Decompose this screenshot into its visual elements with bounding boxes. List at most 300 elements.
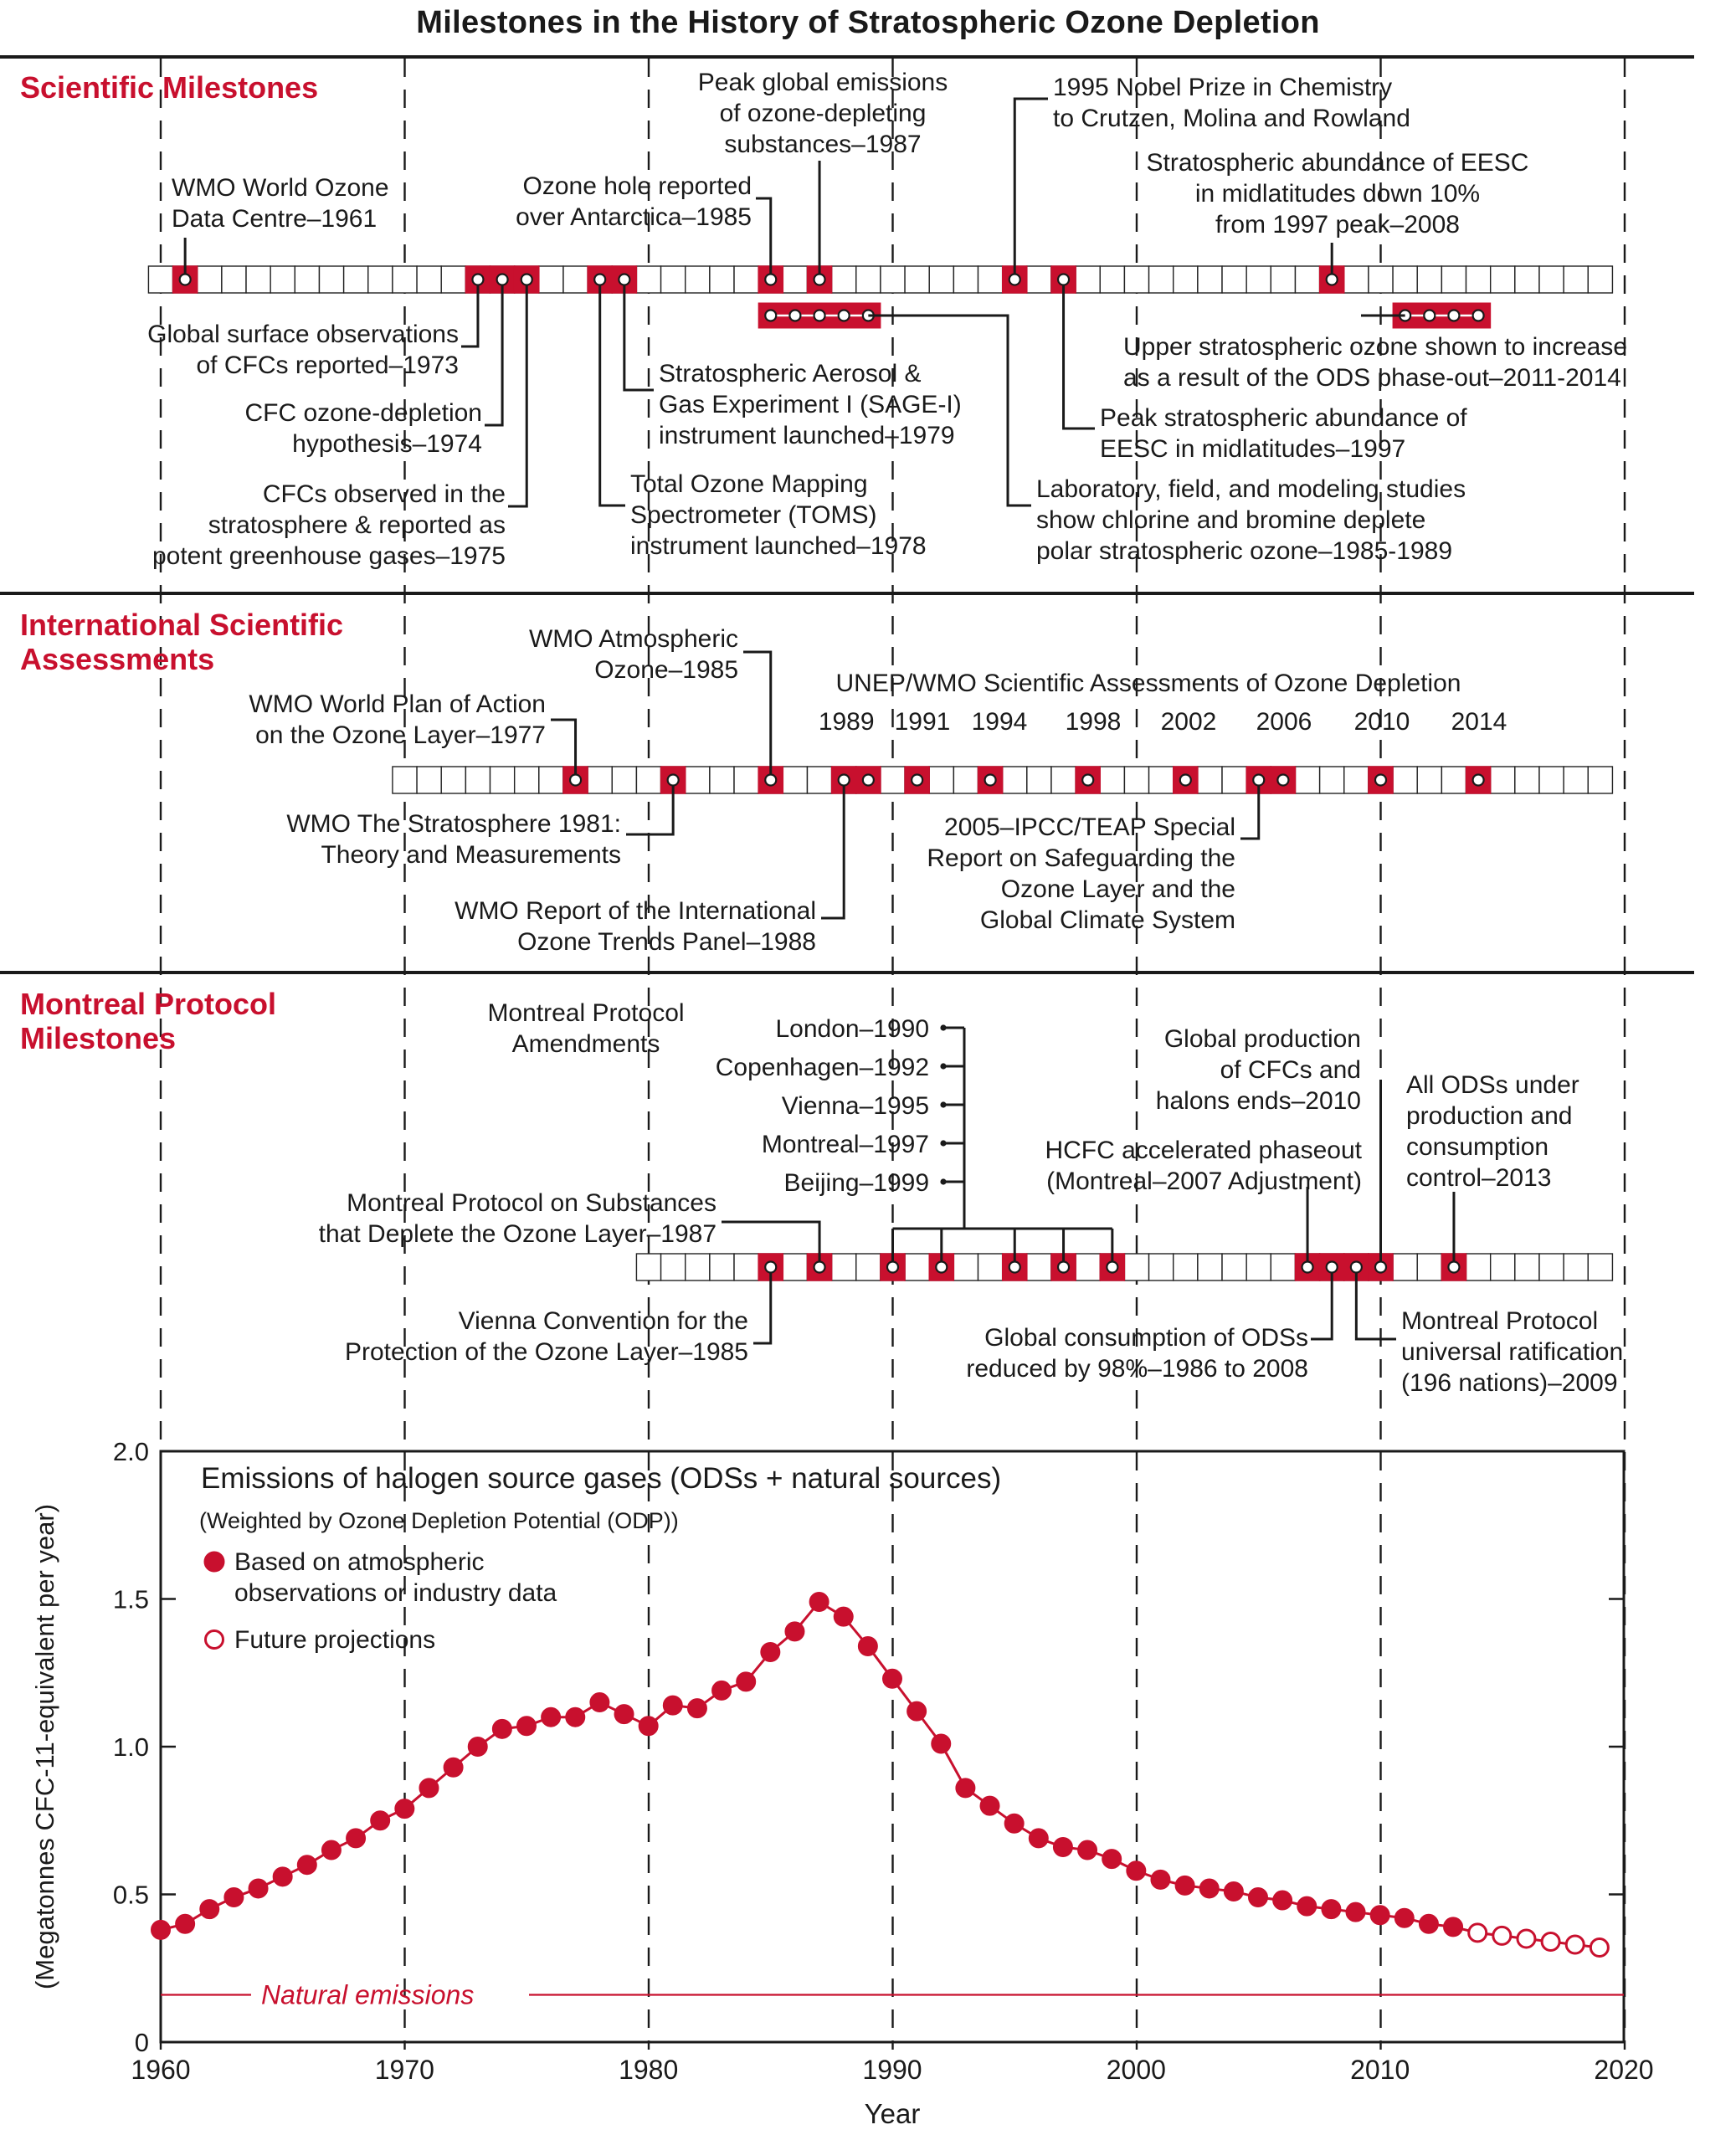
data-point: [177, 1915, 194, 1932]
unep-year-label: 2006: [1256, 708, 1312, 736]
data-point: [1298, 1897, 1316, 1915]
timeline-cell: [978, 266, 1003, 293]
marker-dot: [765, 775, 776, 786]
marker-dot: [814, 275, 825, 285]
milestone-label-1973-line: of CFCs reported–1973: [196, 352, 459, 379]
marker-dot: [1082, 775, 1093, 786]
milestone-label-2008-line: Stratospheric abundance of EESC: [1146, 149, 1529, 177]
data-point: [1225, 1882, 1242, 1900]
marker-dot: [887, 1262, 898, 1273]
unep-year-label: 1994: [971, 708, 1028, 736]
timeline-cell: [1515, 767, 1539, 793]
timeline-cell: [929, 767, 953, 793]
timeline-cell: [1174, 266, 1198, 293]
milestone-label-1973: [147, 319, 459, 381]
milestone-label-1978: [630, 469, 927, 562]
montreal-label-2010-line: of CFCs and: [1220, 1056, 1361, 1084]
milestone-label-2011-2014: [1123, 331, 1627, 393]
timeline-cell: [1271, 1254, 1295, 1280]
montreal-label-2013-line: All ODSs under: [1406, 1071, 1579, 1099]
assessment-label-1985-line: Ozone–1985: [594, 656, 738, 684]
assessment-label-1981-line: WMO The Stratosphere 1981:: [286, 810, 621, 838]
timeline-cell: [636, 1254, 660, 1280]
timeline-cell: [465, 767, 490, 793]
leader-line: [743, 652, 771, 780]
timeline-cell: [1564, 266, 1588, 293]
timeline-cell: [929, 266, 953, 293]
data-point: [1127, 1862, 1145, 1880]
assessment-label-2005-line: Global Climate System: [979, 906, 1235, 934]
timeline-cell: [856, 266, 881, 293]
assessment-label-2005-line: Report on Safeguarding the: [927, 844, 1235, 872]
data-point: [762, 1644, 779, 1661]
y-tick-label: 1.0: [112, 1732, 149, 1762]
timeline-cell: [661, 266, 686, 293]
timeline-cell: [1417, 767, 1441, 793]
timeline-cell: [222, 266, 246, 293]
unep-year-label: 1991: [894, 708, 951, 736]
x-tick-label: 1960: [131, 2055, 191, 2085]
marker-dot: [814, 310, 825, 321]
marker-dot: [619, 275, 629, 285]
data-point: [713, 1681, 731, 1699]
timeline-cell: [1515, 1254, 1539, 1280]
marker-dot: [814, 1262, 825, 1273]
y-tick-label: 0.5: [112, 1880, 149, 1910]
unep-title: UNEP/WMO Scientific Assessments of Ozone Depletion: [835, 670, 1461, 697]
marker-dot: [521, 275, 532, 285]
timeline-cell: [686, 266, 710, 293]
marker-dot: [936, 1262, 947, 1273]
milestone-label-1995-line: to Crutzen, Molina and Rowland: [1053, 105, 1410, 132]
data-point: [615, 1706, 633, 1723]
data-point: [957, 1779, 974, 1797]
timeline-cell: [417, 767, 441, 793]
timeline-cell: [1051, 767, 1076, 793]
milestone-label-1985-1989-line: show chlorine and bromine deplete: [1036, 506, 1426, 534]
montreal-label-2009-line: universal ratification: [1401, 1338, 1624, 1366]
data-point: [493, 1720, 511, 1737]
x-tick-label: 2000: [1106, 2055, 1166, 2085]
milestone-label-1997-line: Peak stratospheric abundance of: [1100, 404, 1467, 432]
milestone-label-1973-line: Global surface observations: [147, 321, 459, 348]
x-tick-label: 1980: [619, 2055, 679, 2085]
milestone-label-1985: [516, 171, 752, 233]
timeline-cell: [686, 767, 710, 793]
timeline-cell: [1441, 767, 1466, 793]
timeline-cell: [344, 266, 368, 293]
timeline-cell: [1344, 767, 1369, 793]
marker-dot: [1448, 310, 1459, 321]
data-point: [688, 1700, 706, 1717]
data-point: [1176, 1876, 1194, 1894]
timeline-cell: [710, 266, 734, 293]
marker-dot: [1253, 775, 1264, 786]
timeline-cell: [539, 266, 563, 293]
marker-dot: [1009, 1262, 1020, 1273]
marker-dot: [594, 275, 605, 285]
timeline-cell: [881, 266, 905, 293]
milestone-label-1995: [1053, 72, 1410, 134]
data-point: [347, 1830, 365, 1847]
section-title-montreal: [20, 987, 276, 1055]
milestone-label-1961: [172, 172, 389, 234]
timeline-cell: [1320, 767, 1344, 793]
timeline-cell: [1466, 1254, 1491, 1280]
timeline-cell: [1149, 767, 1174, 793]
marker-dot: [789, 310, 800, 321]
amendments-title-line: Montreal Protocol: [487, 999, 685, 1027]
data-point: [396, 1800, 413, 1818]
timeline-cell: [686, 1254, 710, 1280]
montreal-label-2007-line: (Montreal–2007 Adjustment): [1046, 1168, 1362, 1195]
timeline-cell: [539, 767, 563, 793]
data-point: [932, 1735, 950, 1753]
timeline-cell: [1539, 767, 1564, 793]
milestone-label-1985-1989-line: Laboratory, field, and modeling studies: [1036, 475, 1466, 503]
assessment-label-1985: [529, 624, 738, 685]
milestone-label-2011-2014-line: Upper stratospheric ozone shown to increase: [1123, 333, 1627, 361]
projection-point: [1590, 1939, 1608, 1957]
section-title-scientific: [20, 70, 318, 105]
chart-title: Emissions of halogen source gases (ODSs + natural sources): [201, 1462, 1002, 1495]
timeline-cell: [832, 266, 856, 293]
marker-dot: [765, 275, 776, 285]
milestone-label-1974-line: hypothesis–1974: [292, 430, 482, 458]
data-point: [810, 1594, 828, 1611]
timeline-cell: [636, 266, 660, 293]
timeline-cell: [1393, 266, 1417, 293]
montreal-label-1985-line: Protection of the Ozone Layer–1985: [345, 1338, 748, 1366]
marker-dot: [1473, 775, 1484, 786]
timeline-cell: [783, 266, 807, 293]
natural-emissions-label: Natural emissions: [261, 1979, 475, 2010]
timeline-cell: [1539, 266, 1564, 293]
marker-dot: [1327, 1262, 1338, 1273]
y-axis-label: (Megatonnes CFC-11-equivalent per year): [30, 1503, 59, 1990]
timeline-cell: [515, 767, 539, 793]
timeline-cell: [1222, 767, 1246, 793]
milestone-label-1985-line: over Antarctica–1985: [516, 203, 752, 231]
data-point: [859, 1637, 876, 1655]
data-point: [1103, 1850, 1121, 1868]
milestone-label-1961-line: WMO World Ozone: [172, 174, 389, 202]
x-tick-label: 1970: [374, 2055, 434, 2085]
marker-dot: [1302, 1262, 1313, 1273]
timeline-cell: [1588, 767, 1612, 793]
marker-dot: [1424, 310, 1435, 321]
marker-dot: [912, 775, 922, 786]
marker-dot: [839, 310, 850, 321]
milestone-label-1961-line: Data Centre–1961: [172, 205, 378, 233]
montreal-label-2013-line: consumption: [1406, 1133, 1549, 1161]
montreal-label-2010-line: halons ends–2010: [1155, 1087, 1361, 1115]
milestone-label-1997: [1100, 403, 1467, 464]
timeline-cell: [1027, 1254, 1051, 1280]
marker-dot: [863, 775, 874, 786]
milestone-label-2008-line: from 1997 peak–2008: [1215, 211, 1460, 239]
montreal-label-2009: [1401, 1306, 1623, 1399]
marker-dot: [497, 275, 508, 285]
assessment-label-1977-line: on the Ozone Layer–1977: [255, 721, 546, 749]
timeline-cell: [563, 266, 588, 293]
data-point: [1395, 1909, 1413, 1927]
x-tick-label: 1990: [862, 2055, 922, 2085]
timeline-cell: [734, 266, 758, 293]
unep-year-label: 1989: [818, 708, 875, 736]
section-title-assessments-line: Assessments: [20, 642, 215, 676]
montreal-label-2008-line: reduced by 98%–1986 to 2008: [966, 1355, 1308, 1383]
data-point: [469, 1738, 486, 1756]
timeline-cell: [1295, 767, 1319, 793]
timeline-cell: [1124, 266, 1148, 293]
data-point: [201, 1901, 218, 1918]
marker-dot: [668, 775, 679, 786]
timeline-cell: [905, 266, 929, 293]
unep-year-label: 1998: [1065, 708, 1122, 736]
data-point: [737, 1673, 755, 1691]
milestone-label-2008: [1003, 147, 1672, 240]
section-title-assessments-line: International Scientific: [20, 608, 344, 642]
timeline-cell: [978, 1254, 1003, 1280]
data-point: [1371, 1907, 1389, 1924]
marker-dot: [765, 1262, 776, 1273]
timeline-cell: [1393, 1254, 1417, 1280]
timeline-cell: [1393, 767, 1417, 793]
marker-dot: [1448, 1262, 1459, 1273]
timeline-cell: [246, 266, 270, 293]
marker-dot: [1058, 1262, 1069, 1273]
amendment-label: Beijing–1999: [783, 1169, 929, 1197]
page-title: Milestones in the History of Stratospheric Ozone Depletion: [416, 5, 1320, 40]
leader-line: [508, 280, 526, 506]
timeline-cell: [953, 767, 978, 793]
data-point: [908, 1702, 926, 1720]
timeline-cell: [1466, 266, 1491, 293]
montreal-label-2007-line: HCFC accelerated phaseout: [1045, 1137, 1362, 1164]
timeline-cell: [953, 266, 978, 293]
montreal-label-2007: [1045, 1135, 1362, 1197]
assessment-label-1977: [249, 689, 546, 751]
timeline-cell: [783, 767, 807, 793]
timeline-cell: [368, 266, 393, 293]
timeline-cell: [441, 266, 465, 293]
data-point: [1200, 1880, 1218, 1897]
marker-dot: [839, 775, 850, 786]
milestone-label-1985-1989-line: polar stratospheric ozone–1985-1989: [1036, 537, 1453, 565]
marker-dot: [1277, 775, 1288, 786]
data-point: [664, 1696, 681, 1714]
timeline-cell: [1174, 1254, 1198, 1280]
montreal-label-2009-line: (196 nations)–2009: [1401, 1369, 1618, 1397]
timeline-cell: [1222, 266, 1246, 293]
data-point: [249, 1880, 267, 1897]
timeline-cell: [1198, 266, 1222, 293]
milestone-label-1997-line: EESC in midlatitudes–1997: [1100, 435, 1406, 463]
amendment-label: London–1990: [775, 1015, 929, 1043]
legend-symbol-filled: [205, 1552, 223, 1571]
milestone-label-1979: [659, 358, 962, 451]
milestone-label-1979-line: instrument launched–1979: [659, 422, 955, 449]
montreal-label-2008-line: Global consumption of ODSs: [984, 1324, 1308, 1352]
leader-line: [600, 280, 625, 506]
marker-dot: [1473, 310, 1484, 321]
data-point: [1250, 1889, 1267, 1907]
data-point: [444, 1758, 462, 1776]
data-point: [1323, 1901, 1340, 1918]
assessment-label-2005-line: 2005–IPCC/TEAP Special: [944, 813, 1235, 841]
data-point: [1152, 1871, 1169, 1888]
timeline-cell: [1222, 1254, 1246, 1280]
milestone-label-1987-line: substances–1987: [724, 131, 922, 158]
timeline-cell: [417, 266, 441, 293]
marker-dot: [765, 310, 776, 321]
montreal-label-2013-line: control–2013: [1406, 1164, 1552, 1192]
data-point: [591, 1694, 609, 1712]
leader-line: [1064, 280, 1095, 429]
amendment-label: Vienna–1995: [781, 1092, 929, 1120]
timeline-cell: [588, 767, 612, 793]
timeline-cell: [393, 767, 417, 793]
montreal-label-1987-line: that Deplete the Ozone Layer–1987: [318, 1220, 716, 1248]
timeline-cell: [1076, 266, 1100, 293]
section-title-montreal-line: Milestones: [20, 1021, 177, 1055]
timeline-cell: [1515, 266, 1539, 293]
timeline-cell: [710, 767, 734, 793]
assessment-label-1988: [455, 896, 816, 957]
section-title-montreal-line: Montreal Protocol: [20, 987, 277, 1021]
section-title-scientific-line: Scientific Milestones: [20, 70, 319, 105]
timeline-cell: [1198, 767, 1222, 793]
montreal-label-2010-line: Global production: [1163, 1025, 1361, 1053]
timeline-cell: [1124, 1254, 1148, 1280]
timeline-cell: [1100, 266, 1124, 293]
section-title-assessments: [20, 608, 343, 676]
x-tick-label: 2010: [1350, 2055, 1410, 2085]
montreal-label-2013-line: production and: [1406, 1102, 1573, 1130]
y-tick-label: 0: [134, 2028, 149, 2057]
timeline-cell: [490, 767, 515, 793]
projection-point: [1542, 1932, 1559, 1950]
assessment-label-2005-line: Ozone Layer and the: [1000, 875, 1235, 903]
x-axis-label: Year: [864, 2098, 921, 2129]
marker-dot: [1327, 275, 1338, 285]
projection-point: [1469, 1924, 1487, 1942]
y-tick-label: 1.5: [112, 1584, 149, 1614]
marker-dot: [1058, 275, 1069, 285]
timeline-cell: [1588, 266, 1612, 293]
timeline-cell: [1124, 767, 1148, 793]
milestone-label-1978-line: Total Ozone Mapping: [630, 470, 868, 498]
timeline-cell: [1149, 1254, 1174, 1280]
timeline-cell: [295, 266, 319, 293]
data-point: [786, 1623, 804, 1640]
data-point: [542, 1708, 560, 1726]
projection-point: [1566, 1936, 1584, 1953]
timeline-cell: [1003, 767, 1027, 793]
timeline-cell: [783, 1254, 807, 1280]
milestone-label-1987-line: Peak global emissions: [697, 69, 948, 96]
data-point: [372, 1812, 389, 1830]
marker-dot: [1009, 275, 1020, 285]
amendments-title-line: Amendments: [511, 1030, 660, 1058]
timeline-cell: [270, 266, 295, 293]
milestone-label-2011-2014-line: as a result of the ODS phase-out–2011-2014: [1123, 364, 1621, 392]
amendment-label: Montreal–1997: [761, 1131, 929, 1158]
data-point: [152, 1921, 170, 1938]
timeline-cell: [1491, 767, 1515, 793]
unep-year-label: 2002: [1160, 708, 1217, 736]
montreal-label-2008: [966, 1322, 1308, 1384]
marker-dot: [985, 775, 996, 786]
montreal-label-2013: [1406, 1070, 1579, 1193]
assessment-label-2005: [927, 812, 1235, 936]
montreal-label-1985: [345, 1306, 748, 1368]
data-point: [518, 1717, 536, 1735]
timeline-cell: [393, 266, 417, 293]
timeline-cell: [832, 1254, 856, 1280]
timeline-cell: [1369, 266, 1393, 293]
milestone-label-1978-line: Spectrometer (TOMS): [630, 501, 877, 529]
data-point: [322, 1841, 340, 1859]
timeline-cell: [636, 767, 660, 793]
projection-point: [1518, 1930, 1535, 1948]
timeline-cell: [1344, 266, 1369, 293]
timeline-cell: [1027, 266, 1051, 293]
leader-line: [485, 280, 502, 425]
data-point: [835, 1608, 852, 1625]
data-point: [1005, 1814, 1023, 1832]
timeline-cell: [734, 767, 758, 793]
chart-subtitle: (Weighted by Ozone Depletion Potential (ODP)): [199, 1508, 679, 1533]
data-point: [1054, 1839, 1071, 1856]
assessment-label-1985-line: WMO Atmospheric: [528, 625, 738, 653]
timeline-cell: [1027, 767, 1051, 793]
timeline-cell: [1417, 1254, 1441, 1280]
milestone-label-1974-line: CFC ozone-depletion: [244, 399, 482, 427]
data-point: [1347, 1903, 1364, 1921]
timeline-cell: [1491, 266, 1515, 293]
montreal-label-2010: [1156, 1024, 1361, 1116]
timeline-cell: [1246, 266, 1271, 293]
data-point: [1420, 1915, 1437, 1932]
timeline-cell: [807, 767, 831, 793]
timeline-cell: [1588, 1254, 1612, 1280]
timeline-cell: [1441, 266, 1466, 293]
timeline-cell: [710, 1254, 734, 1280]
timeline-cell: [856, 1254, 881, 1280]
timeline-cell: [1417, 266, 1441, 293]
amendments-title: [251, 998, 921, 1060]
timeline-cell: [1564, 1254, 1588, 1280]
timeline-cell: [1271, 266, 1295, 293]
montreal-label-1987: [319, 1188, 716, 1250]
marker-dot: [1180, 775, 1191, 786]
marker-dot: [1375, 1262, 1386, 1273]
milestone-label-1975: [152, 479, 506, 572]
timeline-cell: [734, 1254, 758, 1280]
data-point: [298, 1856, 316, 1874]
y-tick-label: 2.0: [112, 1437, 149, 1466]
milestone-label-1974: [245, 398, 483, 459]
marker-dot: [1375, 775, 1386, 786]
unep-year-label: 2010: [1353, 708, 1410, 736]
timeline-cell: [1564, 767, 1588, 793]
data-point: [981, 1797, 999, 1814]
milestone-label-2008-line: in midlatitudes down 10%: [1194, 180, 1481, 208]
timeline-cell: [1491, 1254, 1515, 1280]
timeline-cell: [881, 767, 905, 793]
